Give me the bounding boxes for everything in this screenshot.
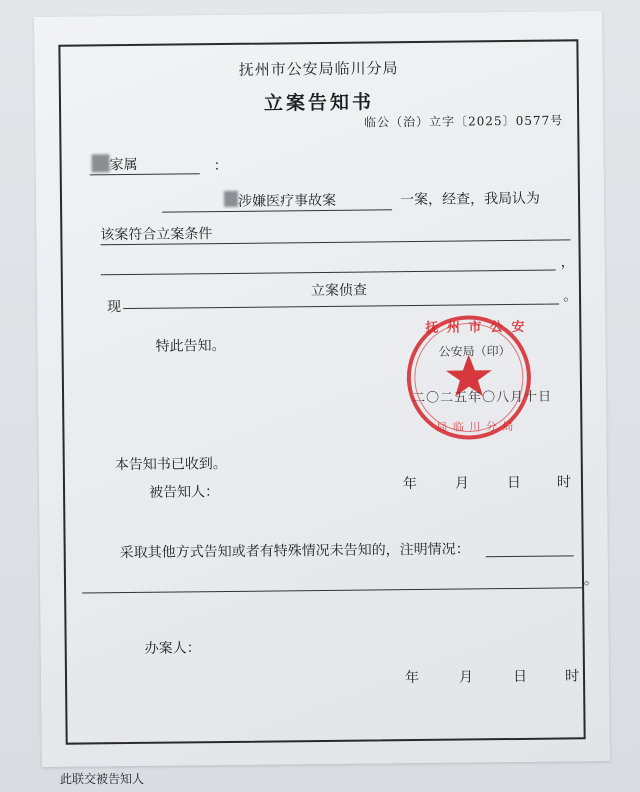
other-method-underline	[486, 555, 574, 557]
recipient-suffix: 家属	[109, 156, 138, 174]
receipt-year: 年	[402, 476, 418, 493]
officer-label: 办案人：	[144, 640, 201, 657]
officer-hour: 时	[564, 668, 580, 685]
case-continuation: 一案，经查，我局认为	[399, 190, 541, 209]
redacted-case-prefix	[224, 191, 238, 207]
agency-name: 抚州市公安局临川分局	[238, 59, 399, 79]
redacted-name	[92, 154, 110, 172]
case-name: 涉嫌医疗事故案	[237, 192, 337, 210]
recipient-underline	[90, 173, 200, 175]
case-reason: 该案符合立案条件	[100, 226, 213, 244]
other-method-label: 采取其他方式告知或者有特殊情况未告知的，注明情况：	[119, 541, 470, 562]
officer-year: 年	[404, 670, 420, 687]
reason-comma: ，	[560, 254, 575, 271]
decision-text: 立案侦查	[310, 282, 368, 300]
receipt-day: 日	[506, 474, 522, 492]
case-underline	[162, 209, 392, 212]
decision-underline	[123, 304, 559, 310]
seal-date: 二〇二五年〇八月十日	[412, 389, 553, 407]
notified-person-label: 被告知人：	[148, 484, 220, 501]
seal-inner-text: 公安局（印）	[438, 344, 511, 359]
officer-month: 月	[458, 669, 474, 686]
document-title: 立案告知书	[263, 91, 375, 115]
seal-text-top: 抚 州 市 公 安	[425, 319, 527, 336]
document-number: 临公（治）立字〔2025〕0577号	[364, 113, 564, 130]
other-method-period: 。	[583, 572, 599, 589]
receipt-month: 月	[454, 475, 470, 492]
receipt-hour: 时	[556, 474, 572, 491]
notice-text: 特此告知。	[155, 338, 226, 355]
receipt-acknowledged: 本告知书已收到。	[114, 456, 227, 474]
document-frame	[58, 39, 599, 744]
reason-underline-2	[101, 270, 556, 276]
officer-day: 日	[512, 668, 528, 686]
document-sheet	[34, 11, 610, 767]
decision-period: 。	[562, 288, 578, 305]
recipient-colon: ：	[213, 157, 228, 175]
seal-text-side: 局 临 川 分 局	[436, 419, 515, 434]
now-label: 现	[107, 299, 122, 316]
footer-note: 此联交被告知人	[60, 772, 145, 786]
other-method-underline-2	[82, 587, 582, 593]
